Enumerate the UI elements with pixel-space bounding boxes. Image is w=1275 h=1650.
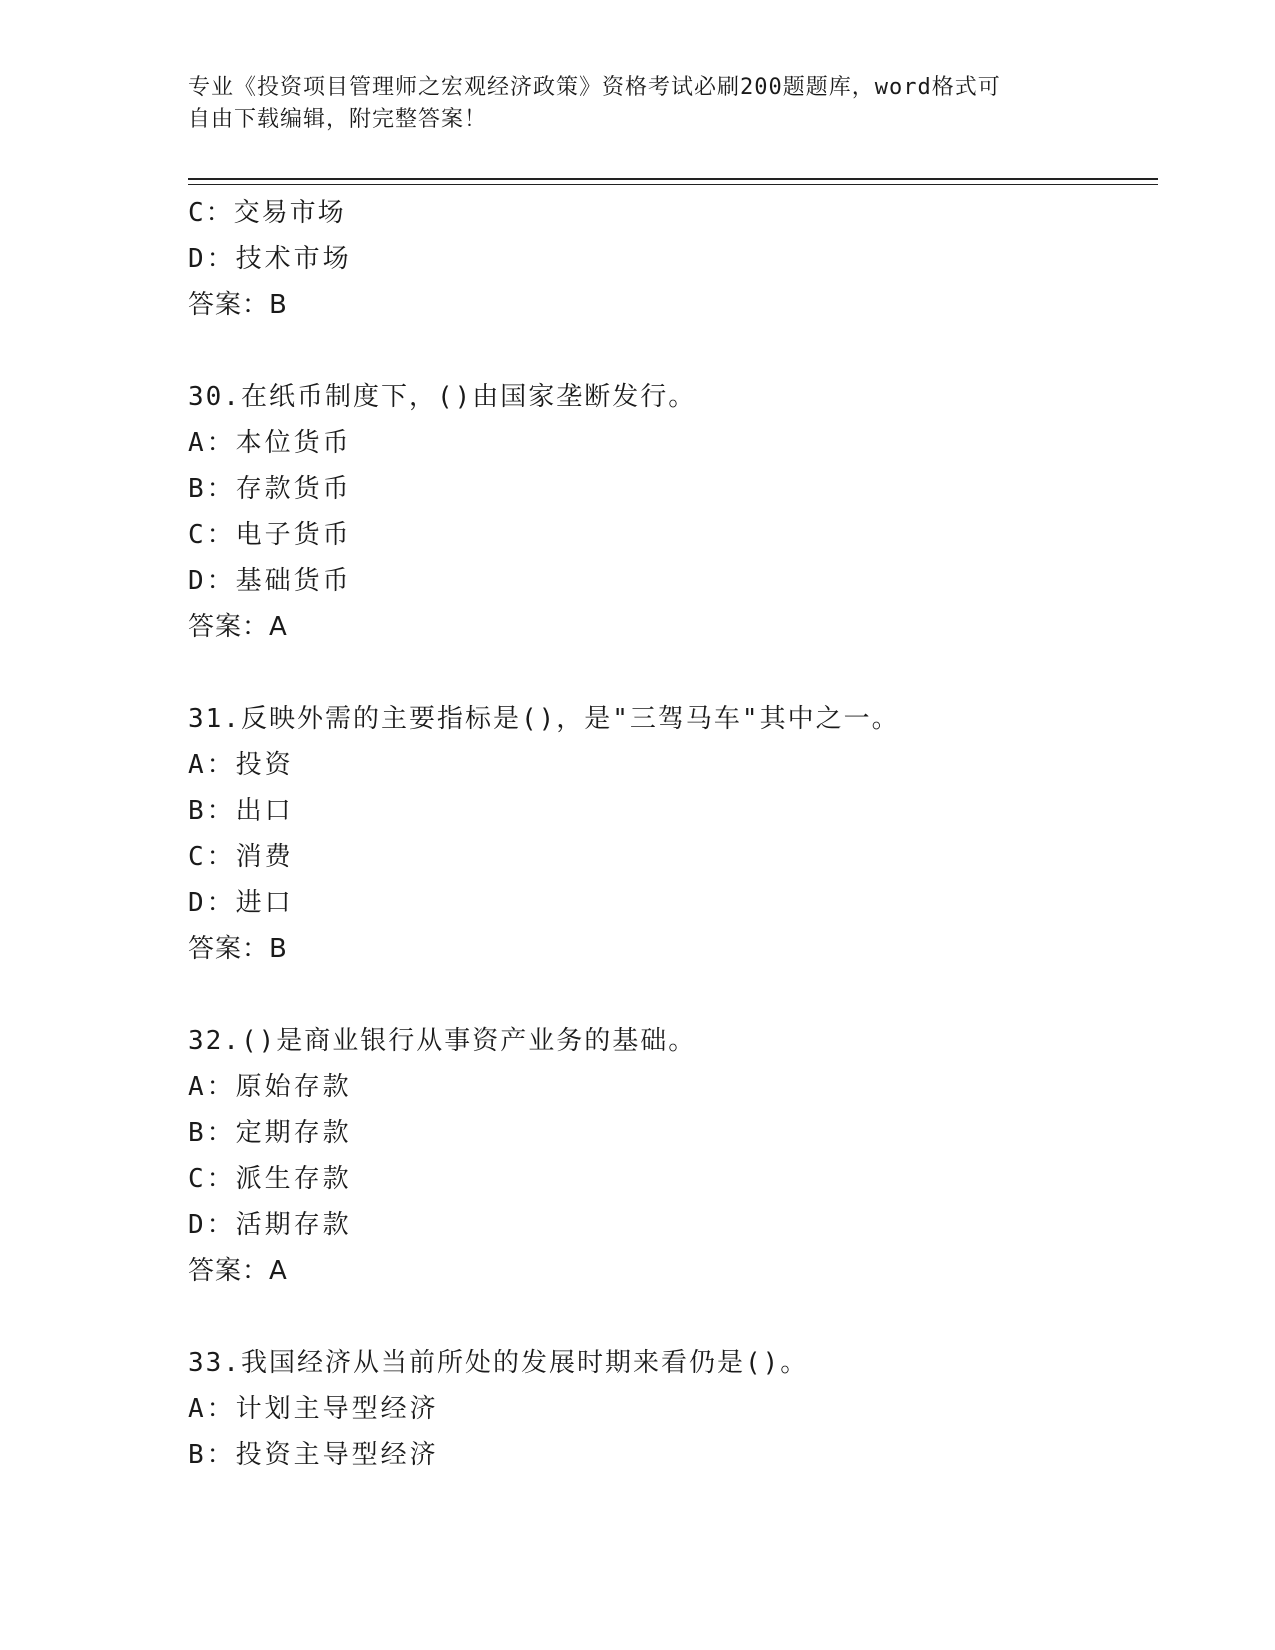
question-33 — [188, 1340, 1158, 1478]
spacer — [188, 1294, 1158, 1340]
header-divider-thick — [188, 178, 1158, 180]
answer-line: 答案：A — [188, 1256, 288, 1286]
option-d: D：进口 — [188, 888, 294, 918]
answer-line: 答案：B — [188, 290, 288, 320]
header-line-1: 专业《投资项目管理师之宏观经济政策》资格考试必刷200题题库，word格式可 — [188, 75, 1001, 100]
option-c: C：派生存款 — [188, 1164, 352, 1194]
question-stem: 31.反映外需的主要指标是()，是"三驾马车"其中之一。 — [188, 704, 900, 734]
question-list — [188, 190, 1158, 1478]
option-b: B：投资主导型经济 — [188, 1440, 439, 1470]
question-32 — [188, 1018, 1158, 1294]
header-divider-thin — [188, 184, 1158, 185]
option-b: B：存款货币 — [188, 474, 352, 504]
option-c: C：交易市场 — [188, 198, 346, 228]
question-continued — [188, 190, 1158, 328]
question-stem: 32.()是商业银行从事资产业务的基础。 — [188, 1026, 697, 1056]
answer-line: 答案：B — [188, 934, 288, 964]
option-d: D：技术市场 — [188, 244, 352, 274]
spacer — [188, 650, 1158, 696]
option-c: C：消费 — [188, 842, 294, 872]
option-c: C：电子货币 — [188, 520, 352, 550]
answer-line: 答案：A — [188, 612, 288, 642]
option-b: B：定期存款 — [188, 1118, 352, 1148]
option-a: A：投资 — [188, 750, 294, 780]
spacer — [188, 328, 1158, 374]
option-a: A：本位货币 — [188, 428, 352, 458]
document-header — [188, 72, 1088, 136]
spacer — [188, 972, 1158, 1018]
option-b: B：出口 — [188, 796, 294, 826]
question-stem: 33.我国经济从当前所处的发展时期来看仍是()。 — [188, 1348, 809, 1378]
option-d: D：基础货币 — [188, 566, 352, 596]
question-30 — [188, 374, 1158, 650]
option-a: A：原始存款 — [188, 1072, 352, 1102]
question-31 — [188, 696, 1158, 972]
option-a: A：计划主导型经济 — [188, 1394, 439, 1424]
header-line-2: 自由下载编辑，附完整答案！ — [188, 107, 488, 132]
question-stem: 30.在纸币制度下，()由国家垄断发行。 — [188, 382, 697, 412]
option-d: D：活期存款 — [188, 1210, 352, 1240]
